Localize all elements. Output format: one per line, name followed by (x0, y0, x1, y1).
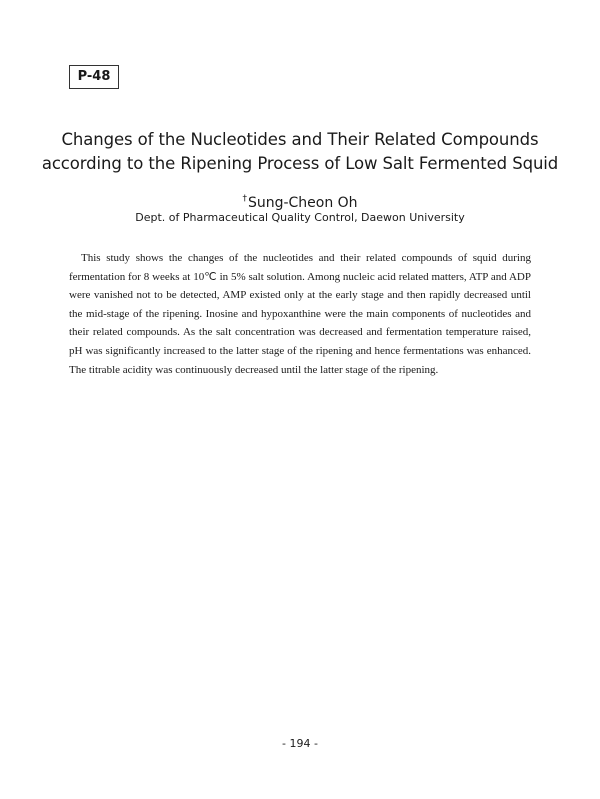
page-number: - 194 - (282, 737, 318, 750)
author-name: Sung-Cheon Oh (247, 195, 358, 211)
corresponding-author-marker: † (242, 194, 247, 204)
abstract-paragraph: This study shows the changes of the nucleotides and their related compounds of squid during fermentation for 8 weeks at 10℃ in 5% salt solution. Among nucleic acid related matters, ATP and ADP were vanished not to be detected, AMP existed only at the early stage and then rapidly decreased until the mid-stage of the ripening. Inosine and hypoxanthine were the main components of nucleotides and their related compounds. As the salt concentration was decreased and fermentation temperature raised, pH was significantly increased to the latter stage of the ripening and hence fermentations was enhanced. The titrable acidity was continuously decreased until the latter stage of the ripening. (69, 252, 531, 376)
paper-title-line-1: Changes of the Nucleotides and Their Related Compounds (61, 130, 539, 149)
author-line (0, 190, 600, 212)
paper-title (40, 128, 560, 176)
author-affiliation: Dept. of Pharmaceutical Quality Control, Daewon University (135, 211, 465, 224)
poster-id-badge: P-48 (69, 65, 119, 89)
paper-title-line-2: according to the Ripening Process of Low Salt Fermented Squid (41, 154, 559, 173)
